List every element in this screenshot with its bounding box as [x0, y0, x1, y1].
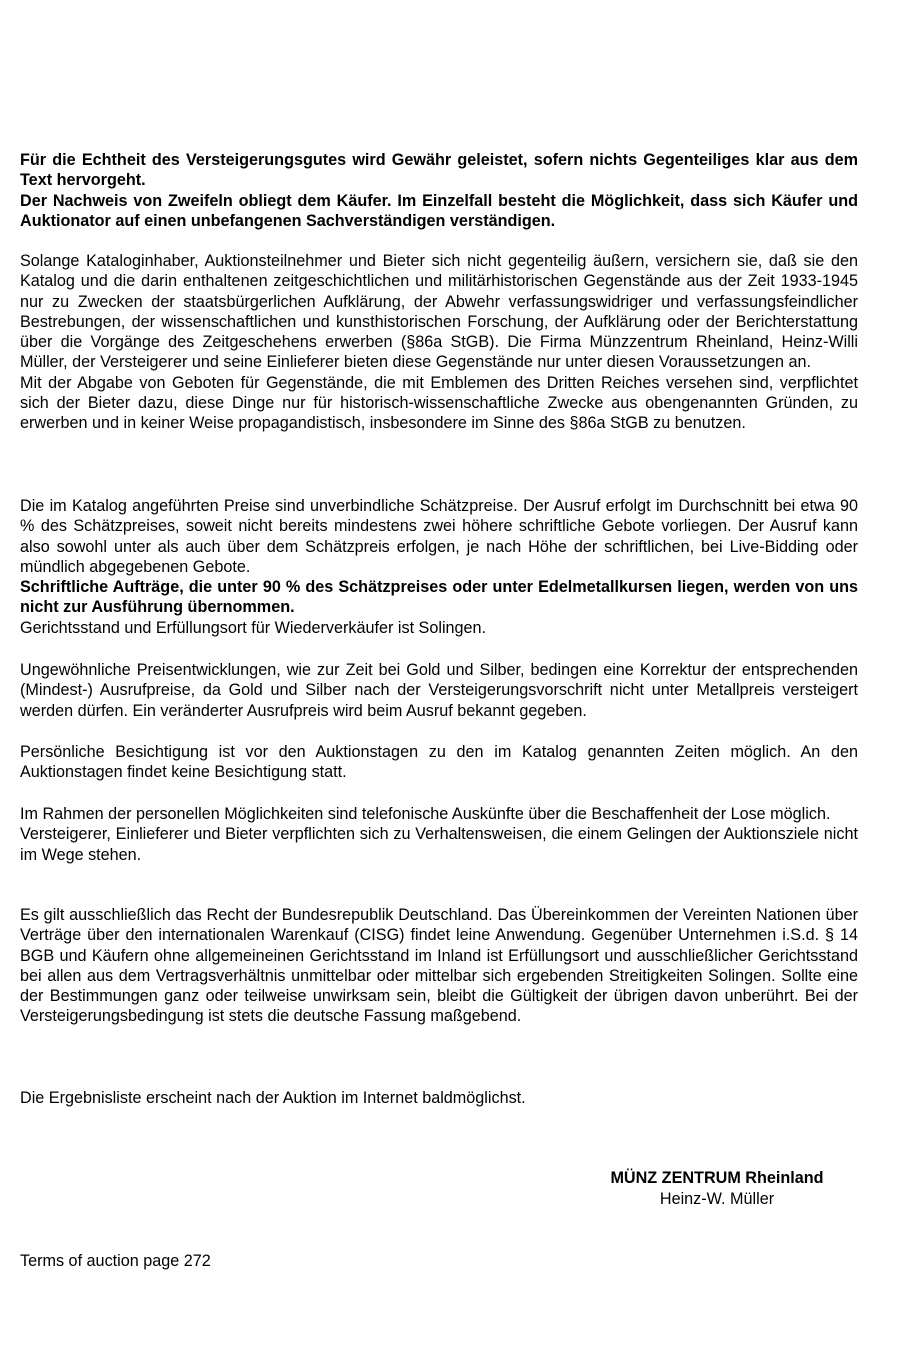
- information-paragraph: [20, 804, 858, 865]
- applicable-law-paragraph: Es gilt ausschließlich das Recht der Bundesrepublik Deutschland. Das Übereinkommen der Vereinten Nationen über Verträge über den internationalen Warenkauf (CISG) findet leine Anwendung. Gegenüber Unternehmen i.S.d. § 14 BGB und Käufern ohne allgemeineinen Gerichtsstand im Inland ist Erfüllungsort und ausschließlicher Gerichtsstand bei allen aus dem Vertragsverhältnis unmittelbar oder mittelbar sich ergebenden Streitigkeiten Solingen. Sollte eine der Bestimmungen ganz oder teilweise unwirksam sein, bleibt die Gültigkeit der übrigen davon unberührt. Bei der Versteigerungsbedingung ist stets die deutsche Fassung maßgebend.: [20, 906, 858, 1026]
- historical-items-declaration-text: Solange Kataloginhaber, Auktionsteilnehmer und Bieter sich nicht gegenteilig äußern, versichern sie, daß sie den Katalog und die darin enthaltenen zeitgeschichtlichen und militärhistorischen Gegenstände aus der Zeit 1933-1945 nur zu Zwecken der staatsbürgerlichen Aufklärung, der Abwehr verfassungswidriger und verfassungsfeindlicher Bestrebungen, der wissenschaftlichen und kunsthistorischen Forschung, der Aufklärung oder der Berichterstattung über die Vorgänge des Zeitgeschehens erwerben (§86a StGB). Die Firma Münzzentrum Rheinland, Heinz-Willi Müller, der Versteigerer und seine Einlieferer bieten diese Gegenstände nur unter diesen Voraussetzungen an.: [20, 252, 858, 372]
- doubt-proof-text: Der Nachweis von Zweifeln obliegt dem Käufer. Im Einzelfall besteht die Möglichkeit, dass sich Käufer und Auktionator auf einen unbefangenen Sachverständigen verständigen.: [20, 191, 858, 230]
- price-development-paragraph: Ungewöhnliche Preisentwicklungen, wie zur Zeit bei Gold und Silber, bedingen eine Korrektur der entsprechenden (Mindest-) Ausrufpreise, da Gold und Silber nach der Versteigerungsvorschrift nicht unter Metallpreis versteigert werden dürfen. Ein veränderter Ausrufpreis wird beim Ausruf bekannt gegeben.: [20, 661, 858, 720]
- page-footer: Terms of auction page 272: [20, 1252, 211, 1270]
- conduct-obligation-text: Versteigerer, Einlieferer und Bieter verpflichten sich zu Verhaltensweisen, die einem Gelingen der Auktionsziele nicht im Wege stehen.: [20, 825, 858, 864]
- results-list-paragraph: Die Ergebnisliste erscheint nach der Auktion im Internet baldmöglichst.: [20, 1089, 526, 1107]
- phone-information-text: Im Rahmen der personellen Möglichkeiten sind telefonische Auskünfte über die Beschaffenheit der Lose möglich.: [20, 805, 831, 823]
- signatory-name: Heinz-W. Müller: [659, 1190, 775, 1208]
- viewing-paragraph: Persönliche Besichtigung ist vor den Auktionstagen zu den im Katalog genannten Zeiten möglich. An den Auktionstagen findet keine Besichtigung statt.: [20, 743, 858, 782]
- historical-items-paragraph: [20, 251, 858, 434]
- company-name: MÜNZ ZENTRUM Rheinland: [610, 1169, 824, 1187]
- jurisdiction-resellers-text: Gerichtsstand und Erfüllungsort für Wiederverkäufer ist Solingen.: [20, 618, 487, 637]
- emblem-bidding-obligation-text: Mit der Abgabe von Geboten für Gegenstände, die mit Emblemen des Dritten Reiches versehen sind, verpflichtet sich der Bieter dazu, diese Dinge nur für historisch-wissenschaftliche Zwecke aus obengenannten Gründen, zu erwerben und in keiner Weise propagandistisch, insbesondere im Sinne des §86a StGB zu benutzen.: [20, 373, 858, 433]
- estimate-prices-text: Die im Katalog angeführten Preise sind unverbindliche Schätzpreise. Der Ausruf erfolgt im Durchschnitt bei etwa 90 % des Schätzpreises, soweit nicht bereits mindestens zwei höhere schriftliche Gebote vorliegen. Der Ausruf kann also sowohl unter als auch über dem Schätzpreis erfolgen, je nach Höhe der schriftlichen, bei Live-Bidding oder mündlich abgegebenen Gebote.: [20, 497, 858, 576]
- authenticity-guarantee-text: Für die Echtheit des Versteigerungsgutes wird Gewähr geleistet, sofern nichts Gegenteiliges klar aus dem Text hervorgeht.: [20, 151, 858, 190]
- authenticity-paragraph: [20, 150, 858, 231]
- signature-block: [560, 1168, 874, 1210]
- written-bids-notice-text: Schriftliche Aufträge, die unter 90 % des Schätzpreises oder unter Edelmetallkursen liegen, werden von uns nicht zur Ausführung übernommen.: [20, 578, 858, 617]
- pricing-paragraph: [20, 496, 858, 638]
